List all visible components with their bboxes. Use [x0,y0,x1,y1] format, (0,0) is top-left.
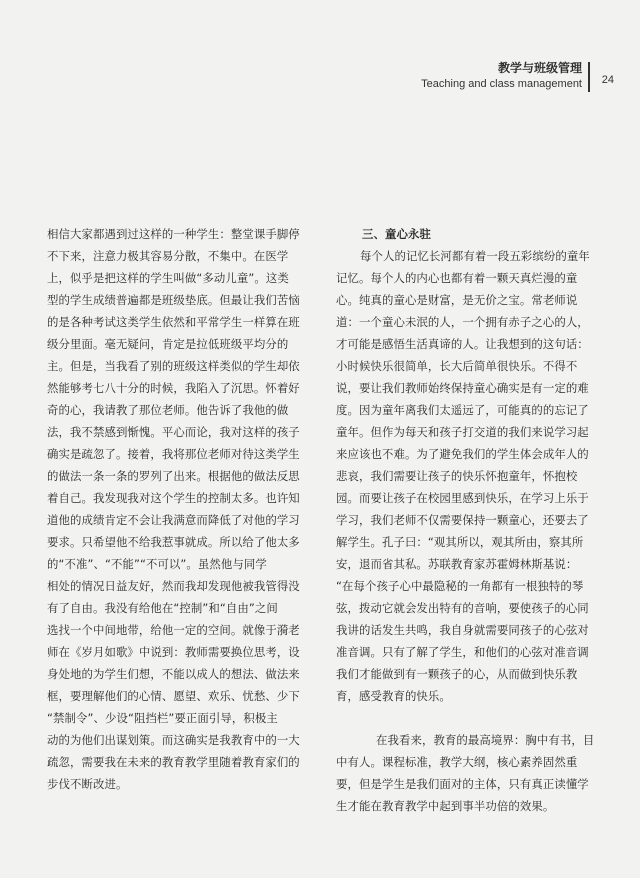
right-line: 度。因为童年离我们太遥远了，可能真的的忘记了 [336,403,589,417]
left-line: 有了自由。我没有给他在“控制”和“自由”之间 [47,601,278,615]
header-divider [588,62,590,92]
right-column [336,223,598,817]
right-line: 要，但是学生是我们面对的主体，只有真正读懂学 [336,777,589,791]
left-line: 奇的心，我请教了那位老师。他告诉了我他的做 [47,403,289,417]
right-line: 我讲的话发生共鸣，我自身就需要同孩子的心弦对 [336,623,589,637]
right-line: “在每个孩子心中最隐秘的一角都有一根独特的琴 [336,579,584,593]
right-line: 安，退而省其私。苏联教育家苏霍姆林斯基说： [336,557,578,571]
left-line: 要求。只希望他不给我惹事就成。所以给了他太多 [47,535,300,549]
left-line: 级分里面。毫无疑问，肯定是拉低班级平均分的 [47,337,289,351]
right-line: 在我看来，教育的最高境界：胸中有书，目 [376,733,595,747]
left-line: 然能够考七八十分的时候，我陷入了沉思。怀着好 [47,381,300,395]
right-line: 育，感受教育的快乐。 [336,689,451,703]
right-line: 童年。但作为每天和孩子打交道的我们来说学习起 [336,425,589,439]
left-line: 的做法一条一条的罗列了出来。根据他的做法反思 [47,469,300,483]
right-line: 每个人的记忆长河都有着一段五彩缤纷的童年 [360,249,590,263]
left-line: 疏忽，需要我在未来的教育教学里随着教育家们的 [47,755,300,769]
left-line: “禁制令”、少设“阻挡栏”要正面引导，积极主 [47,711,278,725]
left-line: 相信大家都遇到过这样的一种学生：整堂课手脚停 [47,227,300,241]
page-header [421,60,614,91]
left-line: 法，我不禁感到惭愧。平心而论，我对这样的孩子 [47,425,300,439]
section-title: 教学与班级管理 [497,61,582,75]
left-line: 框，要理解他们的心情、愿望、欢乐、忧愁、少下 [47,689,300,703]
right-line-spacer [336,707,598,729]
left-line: 上，似乎是把这样的学生叫做“多动儿童”。这类 [47,271,289,285]
left-line: 的“不准”、“不能”“不可以”。虽然他与同学 [47,557,267,571]
left-line: 道他的成绩肯定不会让我满意而降低了对他的学习 [47,513,300,527]
right-line: 我们才能做到有一颗孩子的心，从而做到快乐教 [336,667,578,681]
right-line: 说，要让我们教师始终保持童心确实是有一定的难 [336,381,589,395]
right-line: 学习，我们老师不仅需要保持一颗童心，还要去了 [336,513,589,527]
right-line: 中有人。课程标准，教学大纲，核心素养固然重 [336,755,578,769]
left-line: 着自己。我发现我对这个学生的控制太多。也许知 [47,491,300,505]
right-line: 弦，拨动它就会发出特有的音响，要使孩子的心同 [336,601,589,615]
right-line: 小时候快乐很简单，长大后简单很快乐。不得不 [336,359,578,373]
right-line: 园。而要让孩子在校园里感到快乐，在学习上乐于 [336,491,589,505]
left-line: 师在《岁月如歌》中说到：教师需要换位思考，设 [47,645,300,659]
left-line: 确实是疏忽了。接着，我将那位老师对待这类学生 [47,447,300,461]
right-line: 生才能在教育教学中起到事半功倍的效果。 [336,799,555,813]
left-column [47,223,319,795]
section-subtitle: Teaching and class management [421,78,582,90]
section-heading: 三、童心永驻 [362,227,431,241]
right-line: 心。纯真的童心是财富，是无价之宝。常老师说 [336,293,578,307]
left-line: 动的为他们出谋划策。而这确实是我教育中的一大 [47,733,300,747]
left-line: 相处的情况日益友好，然而我却发现他被我管得没 [47,579,300,593]
left-line: 选找一个中间地带，给他一定的空间。就像于漪老 [47,623,300,637]
left-line: 不下来，注意力极其容易分散，不集中。在医学 [47,249,289,263]
left-line: 的是各种考试这类学生依然和平常学生一样算在班 [47,315,300,329]
right-line: 来应该也不难。为了避免我们的学生体会成年人的 [336,447,589,461]
left-line: 身处地的为学生们想，不能以成人的想法、做法来 [47,667,300,681]
page-number: 24 [601,74,614,86]
right-line: 记忆。每个人的内心也都有着一颗天真烂漫的童 [336,271,578,285]
right-line: 准音调。只有了解了学生，和他们的心弦对准音调 [336,645,589,659]
right-line: 才可能是感悟生活真谛的人。让我想到的这句话： [336,337,589,351]
left-line: 主。但是，当我看了别的班级这样类似的学生却依 [47,359,300,373]
right-line: 悲哀，我们需要让孩子的快乐怀抱童年，怀抱校 [336,469,578,483]
left-line: 型的学生成绩普遍都是班级垫底。但最让我们苦恼 [47,293,300,307]
left-line: 步伐不断改进。 [47,777,128,791]
right-line: 解学生。孔子曰：“观其所以，观其所由，察其所 [336,535,584,549]
right-line: 道：一个童心未泯的人，一个拥有赤子之心的人， [336,315,589,329]
